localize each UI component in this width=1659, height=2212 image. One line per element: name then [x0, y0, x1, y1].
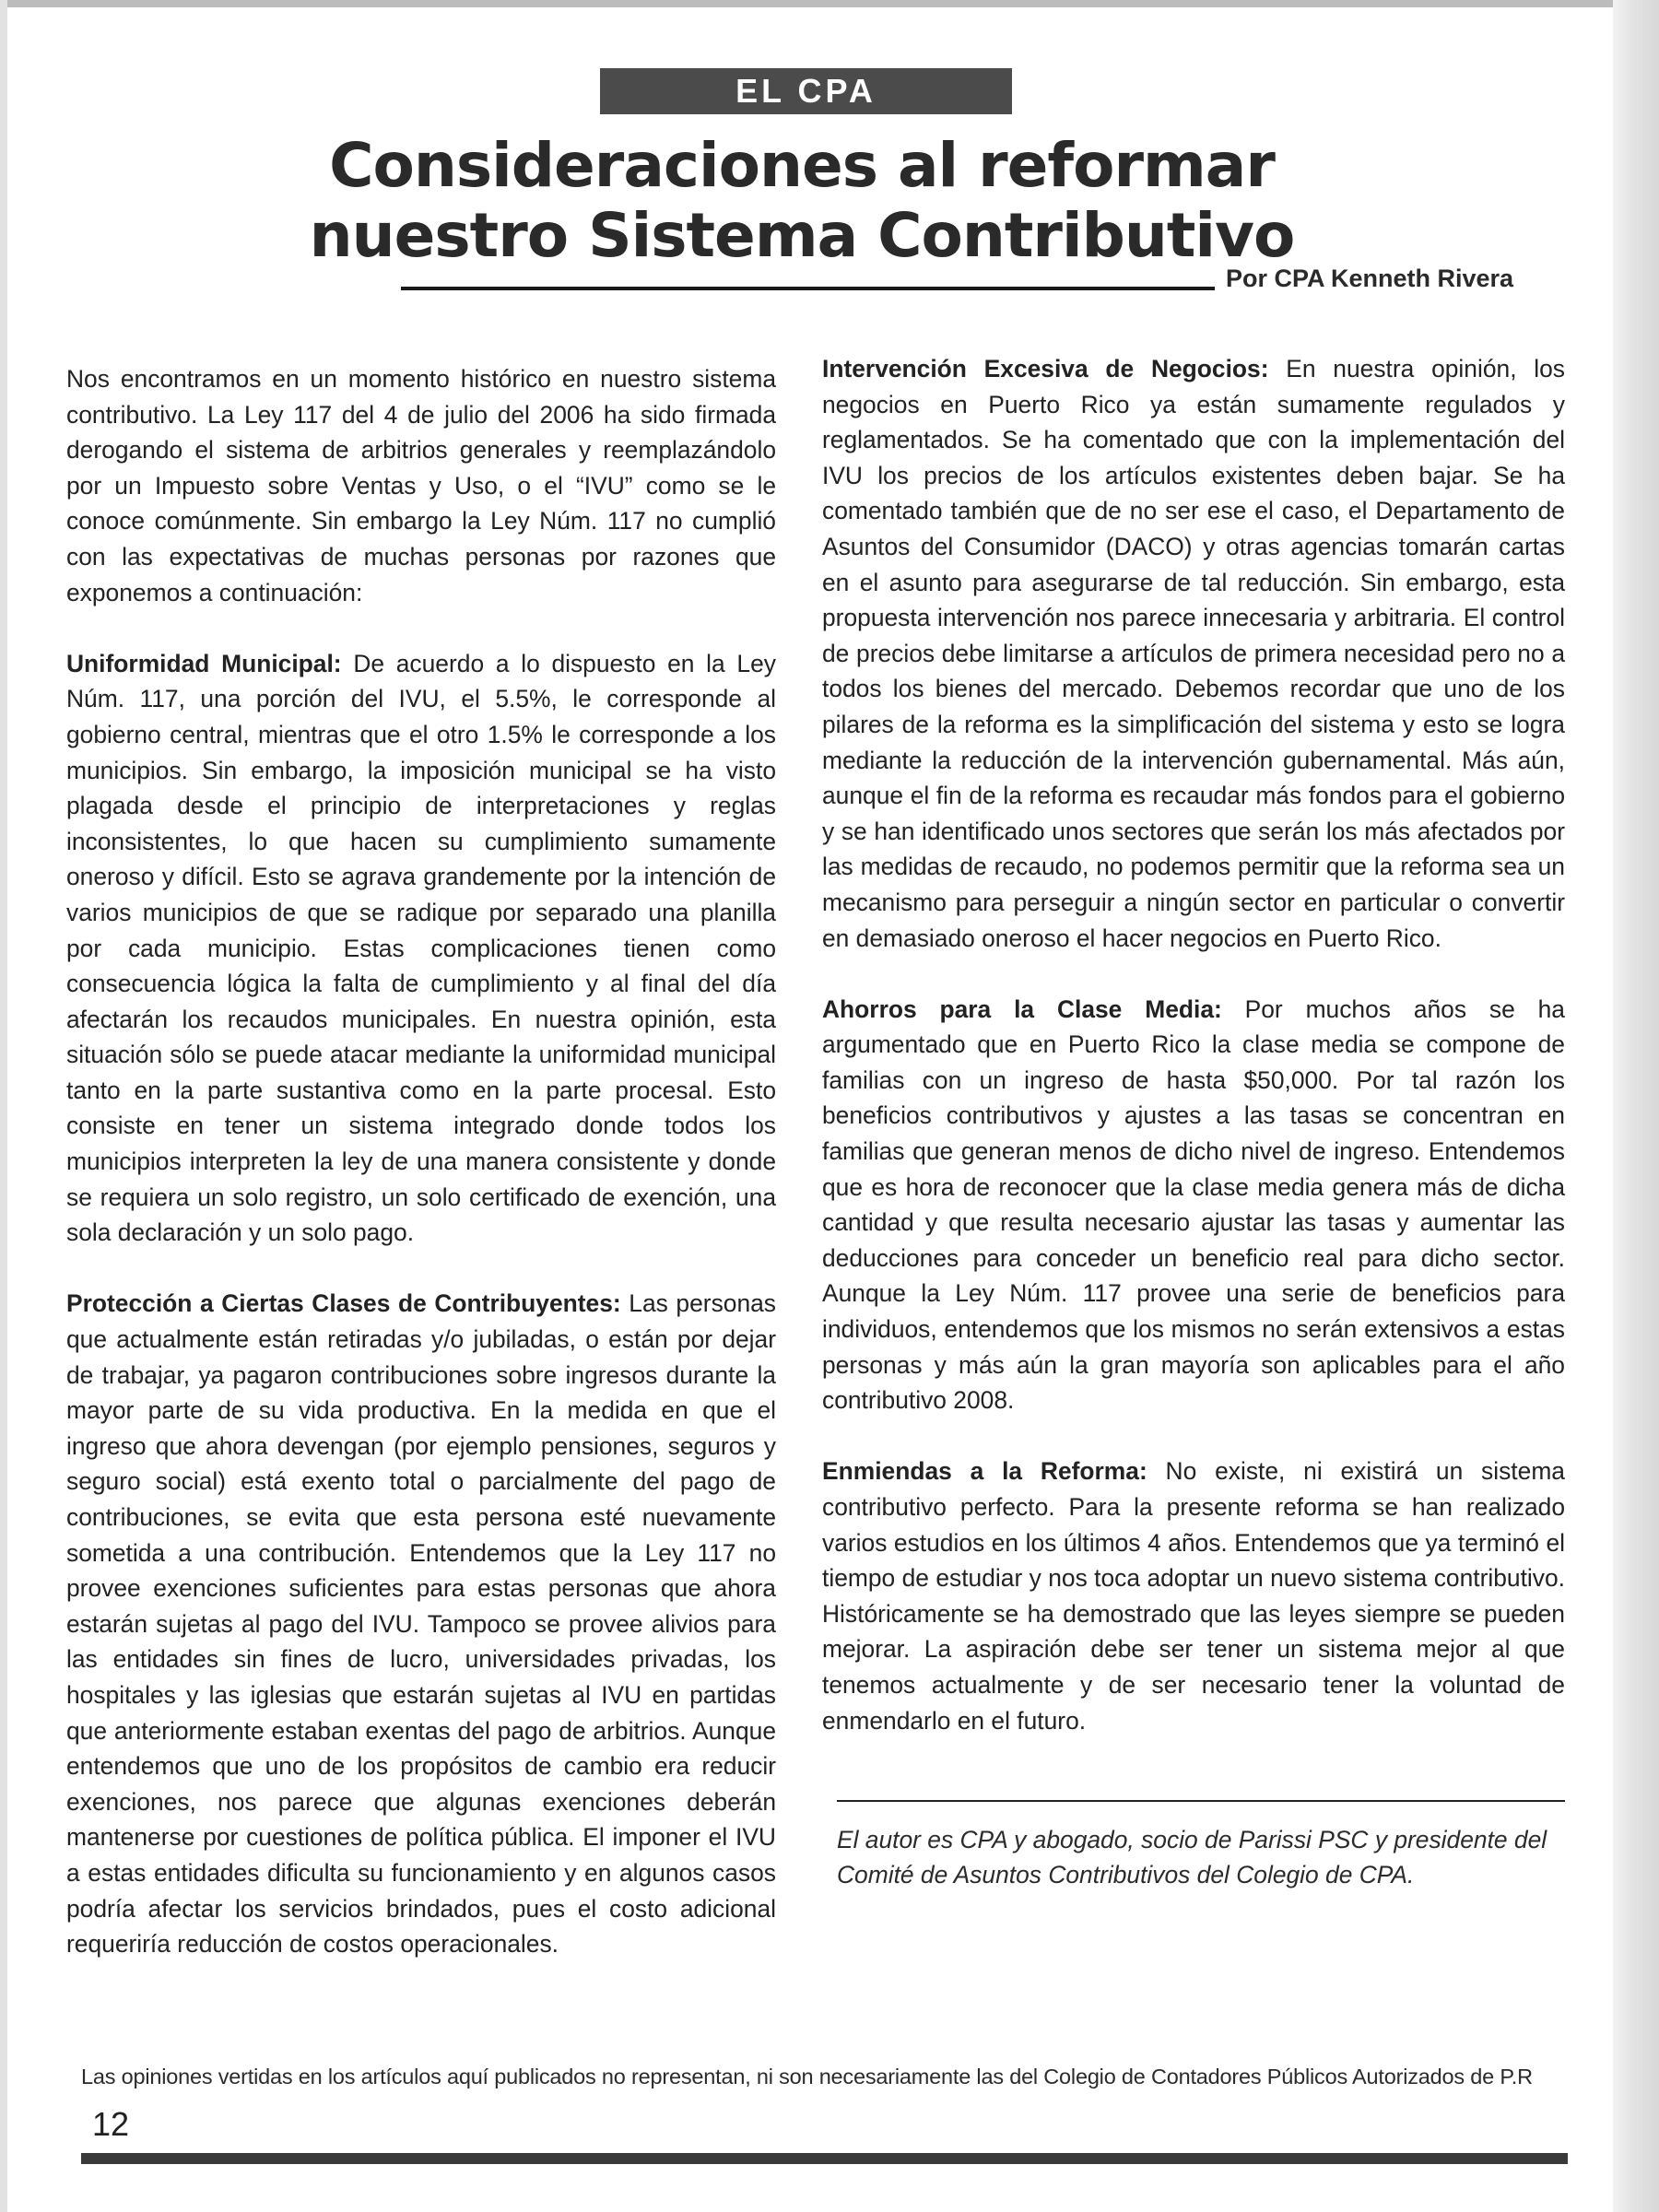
paragraph-heading: Ahorros para la Clase Media: — [822, 994, 1222, 1023]
paragraph-enmiendas-reforma — [822, 1453, 1565, 1738]
author-note-rule — [837, 1800, 1565, 1802]
right-column — [822, 351, 1565, 1738]
paragraph-heading: Enmiendas a la Reforma: — [822, 1457, 1147, 1486]
page-top-edge — [0, 0, 1659, 7]
title-line-2: nuestro Sistema Contributivo — [309, 200, 1295, 271]
paragraph-ahorros-clase-media — [822, 992, 1565, 1418]
left-column — [66, 361, 776, 1962]
article-title — [276, 131, 1327, 271]
paragraph-proteccion-contribuyentes — [66, 1286, 776, 1961]
byline: Por CPA Kenneth Rivera — [1226, 265, 1514, 292]
paragraph-text: En nuestra opinión, los negocios en Puerto Rico ya están sumamente regulados y reglamentados. Se ha comentado que con la implementación del IVU los precios de los artículos existentes deben bajar. Se ha comentado también que de no ser ese el caso, el Departamento de Asuntos del Consumidor (DACO) y otras agencias tomarán cartas en el asunto para asegurarse de tal reducción. Sin embargo, esta propuesta intervención nos parece innecesaria y arbitraria. El control de precios debe limitarse a artículos de primera necesidad pero no a todos los bienes del mercado. Debemos recordar que uno de los pilares de la reforma es la simplificación del sistema y esto se logra mediante la reducción de la intervención gubernamental. Más aún, aunque el fin de la reforma es recaudar más fondos para el gobierno y se han identificado unos sectores que serán los más afectados por las medidas de recaudo, no podemos permitir que la reforma sea un mecanismo para perseguir a ningún sector en particular o convertir en demasiado oneroso el hacer negocios en Puerto Rico. — [822, 355, 1566, 952]
paragraph-text: Por muchos años se ha argumentado que en Puerto Rico la clase media se compone de familias con un ingreso de hasta $50,000. Por tal razón los beneficios contributivos y ajustes a las tasas se concentran en familias que generan menos de dicho nivel de ingreso. Entendemos que es hora de reconocer que la clase media genera más de dicha cantidad y que resulta necesario ajustar las tasas y aumentar las deducciones para conceder un beneficio real para dicho sector. Aunque la Ley Núm. 117 provee una serie de beneficios para individuos, entendemos que los mismos no serán extensivos a estas personas y más aún la gran mayoría son aplicables para el año contributivo 2008. — [822, 994, 1565, 1415]
paragraph-uniformidad-municipal — [66, 646, 776, 1251]
paragraph-text: Nos encontramos en un momento histórico en nuestro sistema contributivo. La Ley 117 del 4 de julio del 2006 ha sido firmada derogando el sistema de arbitrios generales y reemplazándolo por un Impuesto sobre Ventas y Uso, o el “IVU” como se le conoce comúnmente. Sin embargo la Ley Núm. 117 no cumplió con las expectativas de muchas personas por razones que exponemos a continuación: — [66, 365, 776, 606]
paragraph-intervencion-negocios — [822, 351, 1565, 956]
section-banner: EL CPA — [600, 68, 1012, 114]
paragraph-heading: Protección a Ciertas Clases de Contribuyentes: — [66, 1289, 621, 1318]
author-note: El autor es CPA y abogado, socio de Parissi PSC y presidente del Comité de Asuntos Contributivos del Colegio de CPA. — [837, 1826, 1547, 1888]
intro-paragraph — [66, 361, 776, 610]
disclaimer: Las opiniones vertidas en los artículos aquí publicados no representan, ni son necesariamente las del Colegio de Contadores Públicos Autorizados de P.R — [81, 2065, 1533, 2088]
paragraph-heading: Intervención Excesiva de Negocios: — [822, 355, 1269, 382]
footer-rule — [81, 2153, 1568, 2164]
title-rule — [401, 287, 1215, 290]
paragraph-text: Las personas que actualmente están retiradas y/o jubiladas, o están por dejar de trabajar, ya pagaron contribuciones sobre ingresos durante la mayor parte de su vida productiva. En la medida en que el ingreso que ahora devengan (por ejemplo pensiones, seguros y seguro social) está exento total o parcialmente del pago de contribuciones, se evita que esta persona esté nuevamente sometida a una contribución. Entendemos que la Ley 117 no provee exenciones suficientes para estas personas que ahora estarán sujetas al pago del IVU. Tampoco se provee alivios para las entidades sin fines de lucro, universidades privadas, los hospitales y las iglesias que estarán sujetas al IVU en partidas que anteriormente estaban exentas del pago de arbitrios. Aunque entendemos que uno de los propósitos de cambio era reducir exenciones, nos parece que algunas exenciones deberán mantenerse por cuestiones de política pública. El imponer el IVU a estas entidades dificulta su funcionamiento y en algunos casos podría afectar los servicios brindados, pues el costo adicional requeriría reducción de costos operacionales. — [66, 1289, 776, 1959]
paragraph-text: No existe, ni existirá un sistema contributivo perfecto. Para la presente reforma se han realizado varios estudios en los últimos 4 años. Entendemos que ya terminó el tiempo de estudiar y nos toca adoptar un nuevo sistema contributivo. Históricamente se ha demostrado que las leyes siempre se pueden mejorar. La aspiración debe ser tener un sistema mejor al que tenemos actualmente y de ser necesario tener la voluntad de enmendarlo en el futuro. — [822, 1457, 1565, 1735]
title-line-1: Consideraciones al reformar — [329, 130, 1275, 201]
page-right-edge — [1613, 0, 1659, 2212]
page-left-edge — [0, 0, 7, 2212]
page-number: 12 — [92, 2105, 130, 2143]
paragraph-heading: Uniformidad Municipal: — [66, 649, 342, 677]
paragraph-text: De acuerdo a lo dispuesto en la Ley Núm. 117, una porción del IVU, el 5.5%, le corresponde al gobierno central, mientras que el otro 1.5% le corresponde a los municipios. Sin embargo, la imposición municipal se ha visto plagada desde el principio de interpretaciones y reglas inconsistentes, lo que hacen su cumplimiento sumamente oneroso y difícil. Esto se agrava grandemente por la intención de varios municipios de que se radique por separado una planilla por cada municipio. Estas complicaciones tienen como consecuencia lógica la falta de cumplimiento y al final del día afectarán los recaudos municipales. En nuestra opinión, esta situación sólo se puede atacar mediante la uniformidad municipal tanto en la parte sustantiva como en la parte procesal. Esto consiste en tener un sistema integrado donde todos los municipios interpreten la ley de una manera consistente y donde se requiera un solo registro, un solo certificado de exención, una sola declaración y un solo pago. — [66, 649, 776, 1247]
